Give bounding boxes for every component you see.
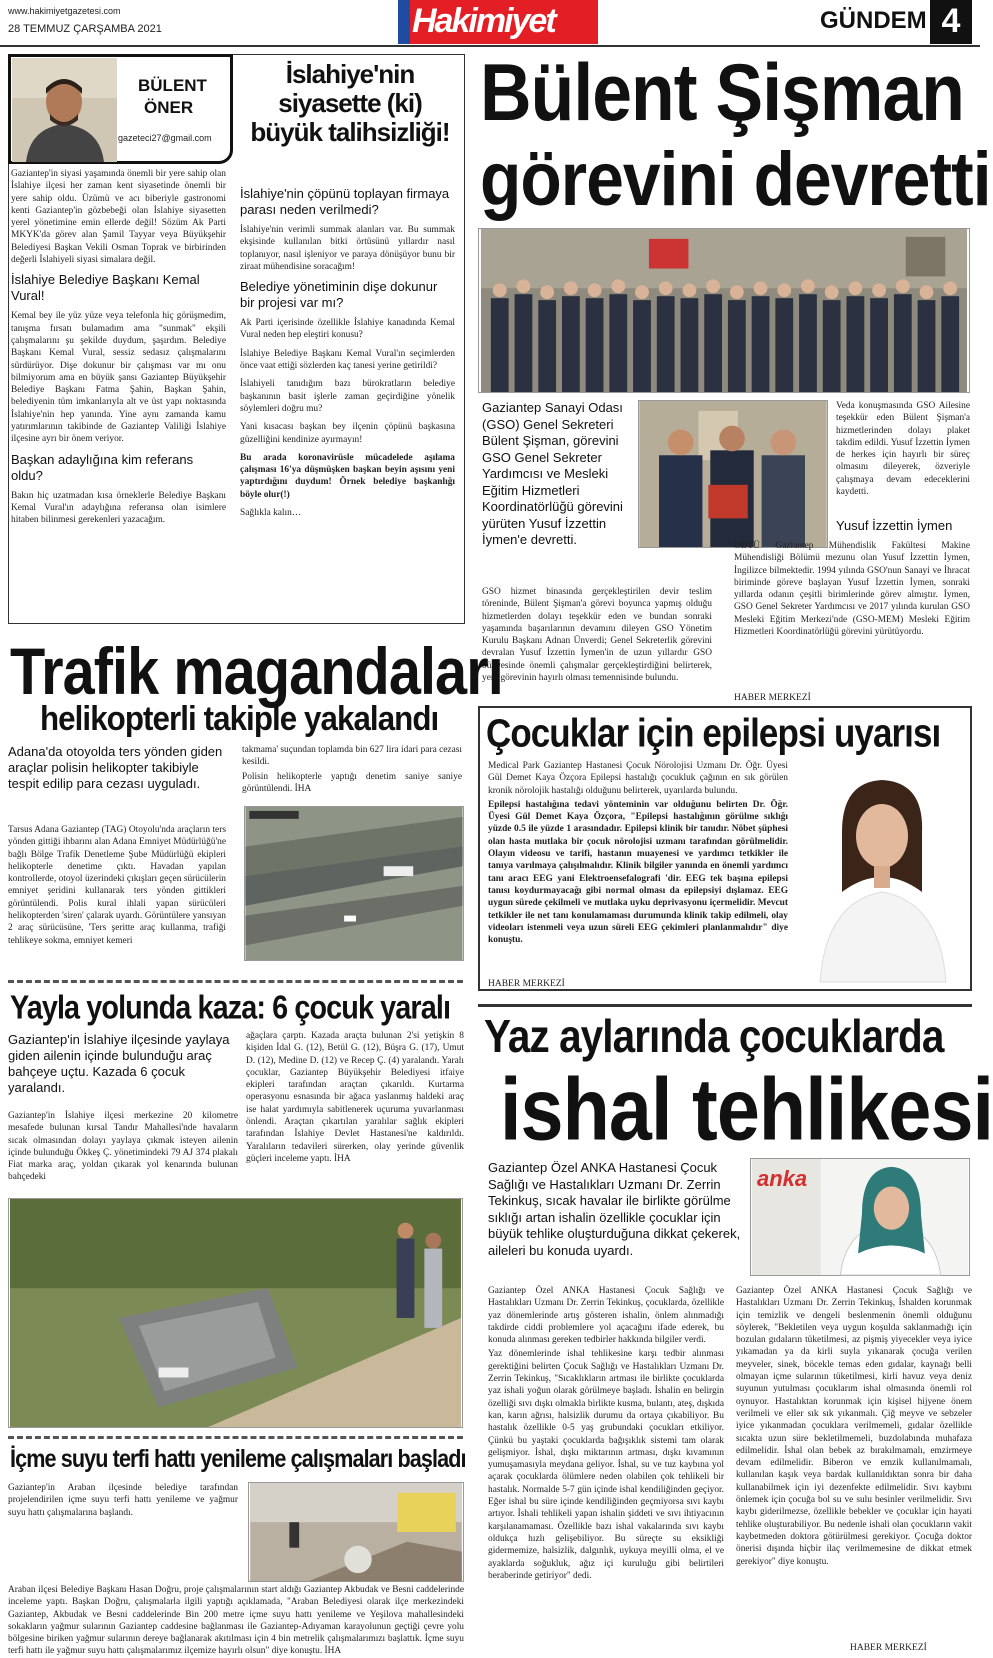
icme-body-top: [8, 1482, 238, 1582]
column-paragraph: Gaziantep'in siyasi yaşamında önemli bir yere sahip olan İslahiye ilçesi her zaman kent siyasetinde önemli bir yere sahip oldu. Üzümü ve acı biberiyle gastronomi kenti Gaziantep'in gözbebeği olan İslahiye siyasetten yerel yönetimine emin ellerde değil! Sözüm Ak Parti MKYK'da görev alan Şamil Tayyar veya Büyükşehir Belediyesi Başkan Vekili Osman Toprak ve birbirinden değerli İslahiyeli siyasi simalara değil.: [11, 169, 226, 266]
epilepsi-headline: Çocuklar için epilepsi uyarısı: [486, 712, 941, 757]
gso-plaque-photo: [638, 400, 828, 548]
column-right-text: [240, 180, 455, 620]
trafik-body: [8, 824, 226, 972]
icme-body: [8, 1584, 464, 1656]
author-photo: [12, 58, 117, 162]
column-subhead: Başkan adaylığına kim referans oldu?: [11, 451, 194, 483]
epilepsi-paragraph: Medical Park Gaziantep Hastanesi Çocuk Nörolojisi Uzmanı Dr. Öğr. Üyesi Gül Demet Kaya Özçora Epilepsi hastalığı çocukluk çağının en sık görülen kronik nörolojik hastalığı olduğunu belirterek, uyarılarda bulundu.: [488, 761, 788, 796]
gso-body-left: [482, 586, 712, 704]
gso-paragraph: GSO hizmet binasında gerçekleştirilen devir teslim töreninde, Bülent Şişman'a görevi boyunca yapmış olduğu hizmetlerden dolayı teşekkür eden ve bundan sonraki yaşamında başarılarının devamını dileyen GSO Yönetim Kurulu Başkanı Adnan Ünverdi; Genel Sekreterlik görevini devralan Yusuf İzzettin İymen'in de uzun yıllardır GSO bünyesinde önemli çalışmalar gerçekleştirdiğini belirterek, yeni görevinin hayırlı olması temennisinde bulundu.: [482, 587, 712, 684]
trafik-paragraph: Polisin helikopterle yaptığı denetim saniye saniye görüntülendi. İHA: [242, 771, 462, 794]
gso-group-photo: [478, 228, 970, 393]
column-paragraph: Kemal bey ile yüz yüze veya telefonla hiç görüşmedim, tanışma fırsatı bulamadım ama "sunmak" ekşili çalışmalarını şu şekilde duydum, şaşırdım. Belediye Başkanı Kemal Vural, sessiz sedasız çalışmalarını sürdürüyor. Dişe dokunur bir çalışması var mı onu bilmiyorum ama en büyük şansı Gaziantep Büyükşehir Belediye Başkanı Fatma Şahin, Başkan Şahin, belediyenin tüm imkanlarıyla alt ve üst yapı noktasında İslahiye'nin hep yanında. Yine aynı zamanda kamu yatırımlarının takibinde de Gaziantep Valiliği İslahiye ilçesine ayrı bir önem veriyor.: [11, 311, 226, 445]
icme-construction-photo: [248, 1482, 464, 1582]
section-divider: [8, 980, 463, 983]
gso-subhead: Yusuf İzzettin İymen: [836, 518, 953, 533]
column-paragraph: Ak Parti içerisinde özellikle İslahiye kanadında Kemal Vural neden hep eleştiri konusu?: [240, 318, 455, 341]
site-url[interactable]: www.hakimiyetgazetesi.com: [8, 6, 121, 16]
gso-headline-line2: görevini devretti: [480, 136, 991, 222]
trafik-body-right: [242, 744, 462, 794]
yayla-lede: Gaziantep'in İslahiye ilçesinde yaylaya giden ailenin içinde bulunduğu araç bahçeye uçtu. Kazada 6 çocuk yaralandı.: [8, 1032, 230, 1095]
gso-paragraph: ODTÜ Gaziantep Mühendislik Fakültesi Makine Mühendisliği Bölümü mezunu olan Yusuf İzzettin İymen, İngilizce bilmektedir. 1994 yılında GSO'nun Sanayi ve İhracat biriminde göreve başlayan Yusuf İzzettin İymen, sonraki yıllarda odanın çeşitli birimlerinde görev almıştır. İymen, GSO Genel Sekreter Yardımcısı ve 2017 yılında kurulan GSO Mesleki Eğitim Merkezi'nde (GSO-MEM) Mesleki Eğitim Hizmetleri Koordinatörlüğü görevini yürütüyordu.: [734, 541, 970, 638]
issue-date: 28 TEMMUZ ÇARŞAMBA 2021: [8, 23, 162, 35]
column-subhead: İslahiye Belediye Başkanı Kemal Vural!: [11, 272, 200, 304]
yayla-body-right: [246, 1030, 464, 1192]
column-paragraph: İslahiyeli tanıdığım bazı bürokratların belediye başkanının basit işlerle zaman geçirdiğine yönelik söylemleri doğru mu?: [240, 379, 455, 414]
trafik-lede: Adana'da otoyolda ters yönden giden araçlar polisin helikopter takibiyle tespit edilip para cezası uyguladı.: [8, 744, 223, 791]
ishal-body-left: [488, 1285, 724, 1653]
yayla-paragraph: ağaçlara çarptı. Kazada araçta bulunan 2'si yetişkin 8 kişiden İdal G. (12), Betül G. (12), Büşra G. (17), Umut D. (12), Medine D. (12) ve Recep Ç. (4) yaralandı. Yaralı çocuklar, Gaziantep Büyükşehir Belediyesi itfaiye ekipleri tarafından araçtan çıkarıldı. Kurtarma operasyonu esnasında bir ağaca yaslanmış haldeki araç ise halat yardımıyla sabitlenerek uçuruma yuvarlanması önlendi. Araçtan çıkartılan yaralılar sağlık ekipleri tarafından İslahiye Devlet Hastanesi'ne kaldırıldı. Yaralıların tedavileri sürerken, olay yerinde güvenlik güçleri inceleme yaptı. İHA: [246, 1031, 464, 1164]
ishal-headline-line1: Yaz aylarında çocuklarda: [484, 1010, 944, 1063]
yayla-accident-photo: [8, 1198, 463, 1428]
ishal-lede: Gaziantep Özel ANKA Hastanesi Çocuk Sağlığı ve Hastalıkları Uzmanı Dr. Zerrin Tekinkuş, sıcak havalar ile birlikte görülme sıklığı artan ishalin özellikle çocuklar için büyük tehlike oluşturduğuna dikkat çekerek, aileleri bu konuda uyardı.: [488, 1160, 741, 1258]
yayla-headline: Yayla yolunda kaza: 6 çocuk yaralı: [10, 988, 451, 1026]
epilepsi-paragraph-bold: Epilepsi hastalığına tedavi yönteminin var olduğunu belirten Dr. Öğr. Üyesi Gül Demet Kaya Özçora, "Epilepsi hastalığının görülme sıklığı yüzde 0.5 ile yüzde 1 arasındadır. Epilepsi klinik bir tanıdır. Nöbet şüphesi olan hasta mutlaka bir çocuk nörolojisi uzmanı tarafından görülmelidir. Olayın videosu ve tarifi, hastanın muayenesi ve yardımcı tetkikler ile tanıya varılmaya çalışılmalıdır. Klinik bilgiler yanında en önemli yardımcı tanı aracı EEG yani Elektroensefalografi 'dir. EEG tek başına epilepsi tanısı koydurmayacağı gibi normal olması da epilepsiyi dışlamaz. EEG uygun sürede çekilmeli ve mutlaka uyku deprivasyonu içermelidir. Mevcut tetkikler ile net tanı konulamaması durumunda klinik takip edilmeli, olay videoları istenmeli veya uzun süreli EEG çekimleri planlanmalıdır" diye konuştu.: [488, 799, 788, 946]
author-first-name: BÜLENT: [138, 76, 207, 95]
column-paragraph: Yani kısacası başkan bey ilçenin çöpünü başkasına güzelliğini kendinize ayırmayın!: [240, 422, 455, 445]
column-paragraph-bold: Bu arada koronavirüsle mücadelede aşılama çalışması 16'ya düşmüşken başkan beyin aşısını yeni yaptırdığını duydum! Örnek belediye başkanlığı böyle olur(!): [240, 452, 455, 500]
author-last-name: ÖNER: [144, 98, 194, 117]
ishal-signature: HABER MERKEZİ: [850, 1643, 927, 1653]
icme-paragraph: Araban ilçesi Belediye Başkanı Hasan Doğru, proje çalışmalarının start aldığı Gaziantep Akbudak ve Besni caddelerinde inceleme yaptı. Başkan Doğru, çalışmalarla ilgili yaptığı açıklamada, "Araban Belediyesi olarak ilçe merkezindeki Gaziantep, Akbudak ve Besni caddelerinde Bin 200 metre içme suyu hattı yenileme ve Yeşilova mahallesindeki sokakların yağmur sularının Gaziantep caddesine bağlanması ile Gaziantep-Adıyaman karayolunun geçtiği çevre yolu bölgesine biriken yağmur sularının dereye bağlanarak akıtılması için 4 bin metrelik çalışmalarımızı başlattık. İçme suyu terfi hattı ile yağmur suyu hattı çalışmalarımız ilçemize hayırlı olsun" diye konuştu. İHA: [8, 1585, 464, 1657]
epilepsi-doctor-photo: [800, 762, 965, 982]
trafik-headline-line1: Trafik magandaları: [10, 635, 503, 710]
ishal-body-right: [736, 1285, 972, 1641]
yayla-body-left: [8, 1110, 238, 1190]
column-paragraph: İslahiye Belediye Başkanı Kemal Vural'ın seçimlerden önce vaat ettiği sözlerden kaç tanesi yerine getirildi?: [240, 348, 455, 372]
column-subhead: İslahiye'nin çöpünü toplayan firmaya parası neden verilmedi?: [240, 186, 450, 217]
ishal-paragraph: Yaz dönemlerinde ishal tehlikesine karşı tedbir alınması gerektiğini belirten Çocuk Sağlığı ve Hastalıkları Uzmanı Dr. Zerrin Tekinkuş, "Sıcaklıkların artması ile birlikte çocuklarda yaz ishali yoğun olarak görülmeye başladı. İshalin en belirgin özelliği sıvı dışkı olmakla birlikte kusma, bulantı, ateş, dışkıda kan, karın ağrısı, halsizlik durumu da ortaya çıkabiliyor. Bu hastalık özellikle 0-5 yaş grubundaki çocukları etkiliyor. Çünkü bu yaştaki çocuklarda bağışıklık sistemi tam olarak gelişmiyor. İshal, dışkı miktarının artması, dışkı kıvamının yumuşamasıyla meydana geliyor. İshal, su ve tuz kaybına yol açarak çocuklarda ölümlere neden olabilen çok tehlikeli bir hastalık. Normalde 5-7 gün içinde ishal kendiliğinden geçiyor. Eğer ishal bu süre içinde kendiliğinden geçmiyorsa sıvı kaybı artıyor. İshali tehlikeli yapan ishalin şiddeti ve sıvı ihtiyacının karşılanamaması. Özellikle bazı ishal vakalarında sıvı kaybı oldukça hızlı gelişebiliyor. Bu süreçte su eksikliği gidermemize, halsizlik, dalgınlık, uykuya meyilli olma, el ve ayaklarda soğukluk, ağız içi kuruluğu gibi belirtileri beraberinde getiriyor" dedi.: [488, 1349, 724, 1581]
yayla-paragraph: Gaziantep'in İslahiye ilçesi merkezine 20 kilometre mesafede bulunan kırsal Tandır Mahallesi'nde havaların sıcak olmasından dolayı yaylaya çıkmak isteyen ailenin içinde bulunduğu Ökkeş Ç. yönetimindeki 79 AJ 374 plakalı Fiat marka araç, yoldan çıkarak yol kenarında bulunan bahçedeki: [8, 1111, 238, 1183]
ishal-paragraph: Gaziantep Özel ANKA Hastanesi Çocuk Sağlığı ve Hastalıkları Uzmanı Dr. Zerrin Tekinkuş, İshalden korunmak için temizlik ve dengeli beslenmenin önemli olduğunu söylerek, "Bekletilen veya uygun koşulda saklanmadığı için bozulan gıdaların tüketilmesi, az pişmiş yiyecekler veya iyice yıkamadan ya da kirli suyla yıkanarak çocuğa verilen meyveler, sinek, böcekle temas eden gıdalar, kaynağı belli olmayan içme sularının tüketilmesi, kirli havuz veya deniz suyunun yutulması çocuklarım ishal olmasında önemli rol oynuyor. Hastalıktan korunmak için kişisel hijyene önem verilmeli ve eller sık sık yıkanmalı. Çiğ meyve ve sebzeler iyice yıkanmadan çocuklara verilmemeli, gıdalar özellikle sıcakta uzun süre bekletilmemeli, buzdolabında muhafaza edilmelidir. İshal olan bebek az bırakılmamalı, emzirmeye devam edilmelidir. Biberon ve emzik kullanılmamalı, kullanılan kaşık veya bardak kullanıldıktan sonra bir daha kullanabilmek için iyi dezenfekte edilmelidir. Sıvı kaybını önlemek için çocuğa bol su ve sulu besinler verilmelidir. Sıvı kaybı giderilmezse, özellikle bebekler ve çocuklar için hayati tehlike oluşturabiliyor. Bu nedenle ishali olan çocukların vakit kaybetmeden doktora götürülmesi gerekiyor. Çocuğa doktor önerisi dışında hiçbir ilaç verilmemesine de dikkat etmek gerekiyor" diye konuştu.: [736, 1286, 972, 1567]
gso-headline-line1: Bülent Şişman: [480, 47, 964, 138]
column-paragraph: İslahiye'nin verimli summak alanları var. Bu summak ekşisinde kullanılan bitki örtüsünü yıllardır nasıl toplanıyor, nasıl işleniyor ve paraya dönüşüyor bunu bir ziraat mühendisine soracağım!: [240, 225, 455, 272]
hospital-sign-text: anka: [757, 1166, 808, 1191]
epilepsi-signature: HABER MERKEZİ: [488, 979, 565, 989]
column-signoff: Sağlıkla kalın…: [240, 508, 302, 519]
ishal-headline-line2: ishal tehlikesi: [500, 1059, 993, 1159]
page-number: 4: [941, 2, 961, 40]
trafik-paragraph: Tarsus Adana Gaziantep (TAG) Otoyolu'nda araçların ters yönden gittiği ihbarını alan Adana Emniyet Müdürlüğü'ne bağlı Bölge Trafik Denetleme Şube Müdürlüğü ekipleri helikopterle denetime çıktı. Havadan yapılan kontrollerde, otoyol üzerindeki çıkışları geçen sürücülerin emniyet şeridini kullanarak ters yönden gittikleri görüntülendi. Polis kural ihlali yapan sürücüleri helikopterden 'siren' çalarak uyardı. Görüntülere yansıyan 2 araç sürücüsüne, 'Ters şeritte araç kullanma, trafiği tehlikeye sokma, emniyet kemeri: [8, 825, 226, 946]
section-name: GÜNDEM: [820, 7, 927, 34]
logo-side-band: [398, 0, 410, 44]
trafik-paragraph: takmama' suçundan toplamda bin 627 lira idari para cezası kesildi.: [242, 745, 462, 768]
column-paragraph: Bakın hiç uzatmadan kısa örneklerle Belediye Başkanı Kemal Vural'ın adaylığına referansa olan isimlere hitaben bilinmesi gerekenleri yazacağım.: [11, 490, 226, 526]
masthead-rule: [0, 45, 980, 47]
gso-body-right: [836, 400, 970, 498]
page-number-box: [930, 0, 972, 44]
icme-headline: İçme suyu terfi hattı yenileme çalışmaları başladı: [10, 1445, 466, 1474]
section-divider: [8, 1436, 463, 1439]
column-title: İslahiye'nin siyasette (ki) büyük talihsizliği!: [250, 59, 450, 147]
trafik-helicopter-photo: [244, 806, 464, 961]
logo: [398, 0, 598, 44]
gso-signature: HABER MERKEZİ: [734, 693, 811, 703]
author-email[interactable]: gazeteci27@gmail.com: [118, 133, 212, 143]
logo-text: Hakimiyet: [412, 2, 555, 40]
gso-paragraph: Veda konuşmasında GSO Ailesine teşekkür eden Bülent Şişman'a hizmetlerinden dolayı plaket takdim edildi. Yusuf İzzettin İymen de herkes için hayırlı bir süreç olmasını dileyerek, özveriyle çalışmaya devam edeceklerini kaydetti.: [836, 401, 970, 498]
column-left-text: [11, 168, 226, 623]
ishal-top-rule: [478, 1004, 972, 1007]
gso-body-bottom: [734, 540, 970, 680]
column-subhead: Belediye yönetiminin dişe dokunur bir projesi var mı?: [240, 279, 438, 311]
gso-lede: Gaziantep Sanayi Odası (GSO) Genel Sekreteri Bülent Şişman, görevini GSO Genel Sekreter Yardımcısı ve Mesleki Eğitim Hizmetleri Koordinatörlüğü görevini yürüten Yusuf İzzettin İymen'e devretti.: [482, 400, 623, 547]
trafik-headline-line2: helikopterli takiple yakalandı: [40, 700, 439, 738]
ishal-paragraph: Gaziantep Özel ANKA Hastanesi Çocuk Sağlığı ve Hastalıkları Uzmanı Dr. Zerrin Tekinkuş, çocuklarda, özellikle yaz dönemlerinde artış gösteren ishalin, önlem alınmadığı takdirde ciddi problemlere yol açacağını ifade ederek, bu konuda alınması gereken tedbirler hakkında bilgiler verdi.: [488, 1286, 724, 1346]
icme-paragraph: Gaziantep'in Araban ilçesinde belediye tarafından projelendirilen içme suyu terfi hattı yenileme ve yağmur suyu hattı çalışmalarına başlandı.: [8, 1483, 238, 1518]
epilepsi-body: [488, 760, 788, 980]
